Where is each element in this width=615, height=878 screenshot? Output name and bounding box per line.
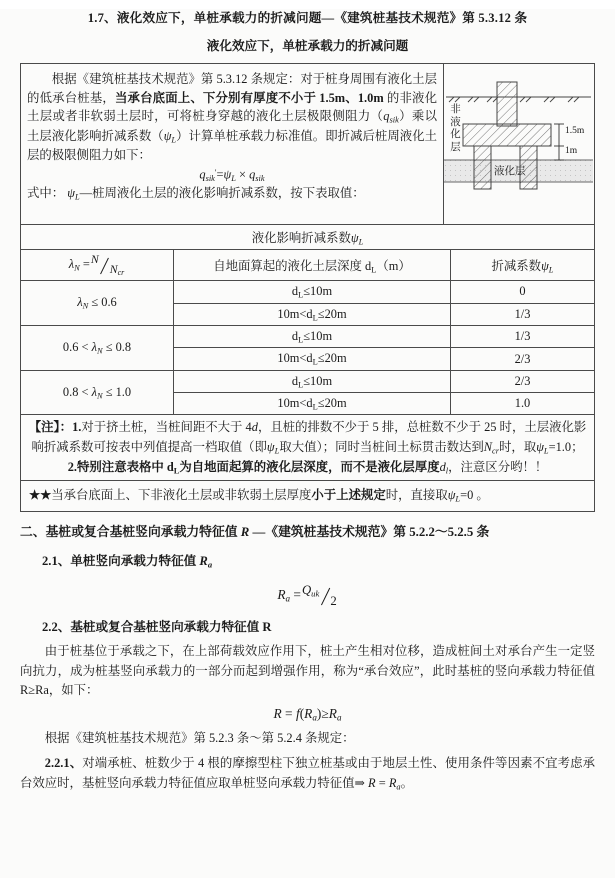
note1-e: 时，取 [499, 440, 537, 454]
intro-part-1: 根据《建筑桩基技术规范》第 5.3.12 条规定：对于桩身周围有液化土层的低承台桩基， [27, 71, 437, 105]
caption-psi: ψ [350, 230, 359, 245]
table-note-row [21, 415, 595, 481]
lambda-cell-3 [21, 370, 174, 415]
depth-cell [174, 348, 451, 370]
note2-num: 2. [67, 459, 78, 474]
table-note [21, 415, 595, 481]
item221-Ra: R [388, 775, 397, 790]
where-psi-sub: L [74, 191, 80, 202]
d-pre: d [291, 373, 299, 388]
formula-R-function [0, 706, 615, 723]
f-Ra-num-sub: uk [311, 588, 320, 599]
sec21-pre: 2.1、单桩竖向承载力特征值 [42, 553, 200, 568]
note2-d-sub: l [445, 465, 449, 476]
fR-rhs-sub: a [336, 712, 342, 723]
star-text-d: =0 。 [460, 488, 489, 503]
fR-rhs: R [328, 706, 337, 722]
coef-cell: 1/3 [451, 303, 595, 325]
note2-a: 特别注意表格中 d [77, 459, 174, 474]
hdr-coef-text: 折减系数 [491, 259, 542, 274]
hdr-lambda-sym: λ [68, 257, 75, 272]
hdr-frac-slash [98, 259, 111, 272]
nl-char-2: 液 [450, 116, 461, 128]
formula-eq: = [216, 167, 224, 182]
star-text-a: 当承台底面上、下非液化土层或非软弱土层厚度 [51, 488, 312, 503]
intro-block [20, 63, 595, 224]
table-caption [21, 224, 595, 249]
where-psi: ψ [67, 185, 75, 200]
note2-b: 为自地面起算的液化层深度，而不是液化层厚度 [179, 459, 440, 474]
hdr-coef-psi-sub: L [548, 264, 554, 275]
item221-num: 2.2.1、 [44, 756, 83, 771]
item221-text: 对端承桩、桩数少于 4 根的摩擦型柱下独立桩基或由于地层土性、使用条件等因素不宜考虑承台效应时，基桩竖向承载力特征值应取单桩竖向承载力特征值 [20, 756, 596, 790]
star-icon: ★★ [29, 488, 52, 503]
d-pre: d [291, 328, 299, 343]
note1-num: 1. [72, 420, 82, 435]
lam1-sub: N [82, 300, 89, 311]
intro-paragraph [27, 70, 437, 165]
formula-times: × [235, 167, 250, 182]
page-title: 1.7、液化效应下，单桩承载力的折减问题—《建筑桩基技术规范》第 5.3.12 条 [87, 11, 528, 25]
lam2-sub: N [96, 345, 103, 356]
header-depth [174, 250, 451, 281]
lam1-post: ≤ 0.6 [88, 295, 117, 310]
pile-foundation-diagram [443, 64, 594, 224]
d-post: ≤10m [303, 328, 333, 343]
f-Ra-lhs-sub: a [285, 593, 291, 604]
note1-psi2-sub: L [543, 445, 549, 456]
intro-text [21, 64, 443, 224]
symbol-qsik-sub: sik [389, 114, 399, 125]
note2-d: d [439, 459, 446, 474]
lambda-cell-1 [21, 281, 174, 326]
formula-psi-sub: L [231, 172, 236, 183]
d-post: ≤10m [303, 373, 333, 388]
note1-N: N [483, 440, 493, 454]
caption-text: 液化影响折减系数 [251, 230, 351, 245]
intro-part-3: ）乘以土层液化影响折减系数（ [27, 109, 437, 143]
page-subtitle: 液化效应下，单桩承载力的折减问题 [206, 38, 409, 53]
diagram-svg [444, 64, 593, 224]
f-Ra-slash [318, 589, 331, 603]
formula-psi: ψ [223, 167, 232, 182]
note1-d: d [251, 420, 258, 435]
formula-Ra [0, 583, 615, 609]
f-Ra-fraction [301, 583, 338, 609]
liquefaction-coefficient-table [20, 224, 595, 482]
figure-dim-bottom: 1m [565, 145, 578, 156]
sec21-R: R [199, 553, 208, 568]
fR-lhs: R [273, 706, 282, 722]
f-Ra-eq: = [293, 586, 301, 602]
figure-dim-top: 1.5m [565, 125, 585, 136]
coef-cell: 1.0 [451, 393, 595, 415]
lam2-pre: 0.6 < [62, 340, 92, 355]
intro-where-line [27, 184, 437, 203]
section-2-2-heading: 2.2、基桩或复合基桩竖向承载力特征值 R [42, 619, 272, 634]
d-sub: L [312, 356, 318, 367]
d-post: ≤20m [317, 351, 347, 366]
depth-cell [174, 303, 451, 325]
symbol-psiL-sub: L [171, 134, 177, 144]
depth-cell [174, 370, 451, 392]
lam2-post: ≤ 0.8 [102, 340, 132, 355]
note1-f: =1.0； [548, 440, 584, 454]
hdr-frac-den-wrap [110, 263, 125, 277]
hdr-lambda-fraction [90, 253, 125, 277]
sec21-R-sub: a [207, 558, 213, 569]
hdr-coef-psi: ψ [541, 259, 549, 274]
where-label: 式中： [27, 185, 65, 200]
star-text-b: 小于上述规定 [311, 488, 386, 503]
lambda-cell-2 [21, 325, 174, 370]
f-Ra-den: 2 [330, 593, 337, 608]
note-item2 [23, 458, 592, 478]
note2-sub: L [173, 465, 180, 476]
pile-cap [463, 124, 551, 146]
coef-cell: 2/3 [451, 348, 595, 370]
item221-end: 。 [400, 775, 414, 790]
note1-psi2: ψ [536, 440, 544, 454]
star-text-c: 时，直接取 [385, 488, 448, 503]
fR-ge: ≥ [321, 706, 329, 722]
lam3-sub: N [96, 390, 103, 401]
table-row [21, 325, 595, 347]
lam3-pre: 0.8 < [62, 384, 92, 399]
hdr-depth-sub: L [371, 264, 377, 275]
hdr-lambda-eq: = [82, 257, 90, 272]
coef-cell: 2/3 [451, 370, 595, 392]
symbol-qsik: q [383, 109, 390, 124]
f-Ra-num-wrap [302, 583, 319, 598]
d-post: ≤10m [303, 284, 333, 299]
star-psi-sub: L [455, 493, 461, 504]
star-note [20, 481, 595, 512]
caption-psi-sub: L [358, 236, 364, 247]
hdr-frac-num: N [90, 253, 99, 267]
d-sub: L [312, 401, 318, 412]
hdr-depth-unit: （m） [376, 259, 411, 274]
item221-eq: = [378, 775, 386, 790]
d-pre: 10m<d [277, 396, 313, 411]
fR-open: ( [299, 706, 305, 722]
depth-cell [174, 281, 451, 303]
formula-q: q [199, 167, 206, 182]
intro-part-bold: 当承台底面上、下分别有厚度不小于 1.5m、1.0m [114, 90, 384, 105]
fR-arg-sub: a [312, 712, 317, 723]
d-pre: d [291, 284, 299, 299]
d-pre: 10m<d [277, 351, 313, 366]
lam1-sym: λ [77, 295, 83, 310]
sec2-pre: 二、基桩或复合基桩竖向承载力特征值 [20, 525, 241, 540]
table-row [21, 281, 595, 303]
column [497, 82, 517, 126]
d-post: ≤20m [317, 396, 347, 411]
d-sub: L [298, 334, 304, 345]
intro-part-2: 的非液化土层或者非软弱土层时，可将桩身穿越的液化土层极限侧阻力（ [27, 90, 438, 124]
note1-a: 对于挤土桩，当桩间距不大于 4 [81, 420, 252, 435]
figure-label-non-liquefied [449, 104, 462, 155]
d-sub: L [312, 311, 318, 322]
depth-cell [174, 325, 451, 347]
table-header-row [21, 250, 595, 281]
f-Ra-lhs: R [277, 586, 286, 602]
depth-cell [174, 393, 451, 415]
figure-label-liquefied: 液化层 [494, 165, 526, 177]
symbol-psiL: ψ [163, 128, 172, 143]
nl-char-4: 层 [450, 142, 461, 154]
d-pre: 10m<d [277, 306, 313, 321]
intro-part-4: ）计算单桩承载力标准值。即折减后桩周液化土层的极限侧阻力如下： [27, 128, 438, 162]
note1-N-sub: cr [492, 445, 500, 456]
section-2-2-paragraph: 由于桩基位于承载之下，在上部荷载效应作用下，桩土产生相对位移，造成桩间土对承台产生一定竖向抗力，成为桩基竖向承载力的一部分而起到增强作用，称为“承台效应”，此时基桩的竖向承载力特征值 R≥Ra，如下： [20, 644, 595, 698]
fR-arg: R [304, 706, 313, 722]
note1-b: ，且桩的排数不少于 5 排，总桩数不少于 25 时，土层液化影响折减系数可按表中列值提高一档取值（即 [31, 420, 587, 454]
hdr-lambda-sub: N [74, 262, 80, 273]
table-row [21, 370, 595, 392]
header-lambda [21, 250, 174, 281]
star-psi: ψ [447, 488, 456, 503]
lam3-post: ≤ 1.0 [102, 384, 132, 399]
item221-Ra-sub: a [396, 781, 401, 792]
section-2-2-1-item [0, 754, 615, 793]
item221-R: R [368, 775, 376, 790]
table-caption-row [21, 224, 595, 249]
where-text: —桩周液化土层的液化影响折减系数，按下表取值： [79, 185, 365, 200]
lam2-sym: λ [91, 340, 97, 355]
note1-psi: ψ [266, 440, 275, 454]
note-label: 【注】： [28, 420, 73, 435]
hdr-depth-text: 自地面算起的液化土层深度 d [213, 259, 372, 274]
note1-c: 取大值）；同时当桩间土标贯击数达到 [279, 440, 484, 454]
formula-q-sub: sik [205, 172, 215, 183]
fR-close: ) [316, 706, 322, 722]
fR-f: f [295, 706, 300, 722]
formula-prime: ' [214, 166, 217, 177]
document-page [0, 9, 615, 878]
header-coefficient [451, 250, 595, 281]
sec2-R: R [240, 525, 250, 540]
nl-char-3: 化 [450, 129, 461, 141]
section-2-1-heading [0, 552, 615, 571]
d-sub: L [298, 289, 304, 300]
note2-c: ，注意区分哟！！ [448, 459, 548, 474]
section-2-heading [0, 523, 615, 542]
hdr-frac-den: N [109, 263, 118, 277]
formula-q2-sub: sik [255, 172, 265, 183]
lam3-sym: λ [91, 384, 97, 399]
coef-cell: 0 [451, 281, 595, 303]
formula-q2: q [249, 167, 256, 182]
d-post: ≤20m [317, 306, 347, 321]
item221-arrow: ⇒ [354, 775, 365, 790]
section-2-2-reference: 根据《建筑桩基技术规范》第 5.2.3 条～第 5.2.4 条规定： [44, 730, 355, 745]
hdr-frac-den-sub: cr [117, 268, 125, 278]
f-Ra-num: Q [301, 582, 312, 597]
nl-char-1: 非 [450, 103, 461, 115]
pile-left [474, 146, 491, 189]
fR-eq: = [285, 706, 293, 722]
d-sub: L [298, 379, 304, 390]
coef-cell: 1/3 [451, 325, 595, 347]
sec2-post: —《建筑桩基技术规范》第 5.2.2～5.2.5 条 [249, 525, 490, 540]
formula-qsik-reduced [27, 167, 437, 183]
note1-psi-sub: L [274, 445, 280, 456]
